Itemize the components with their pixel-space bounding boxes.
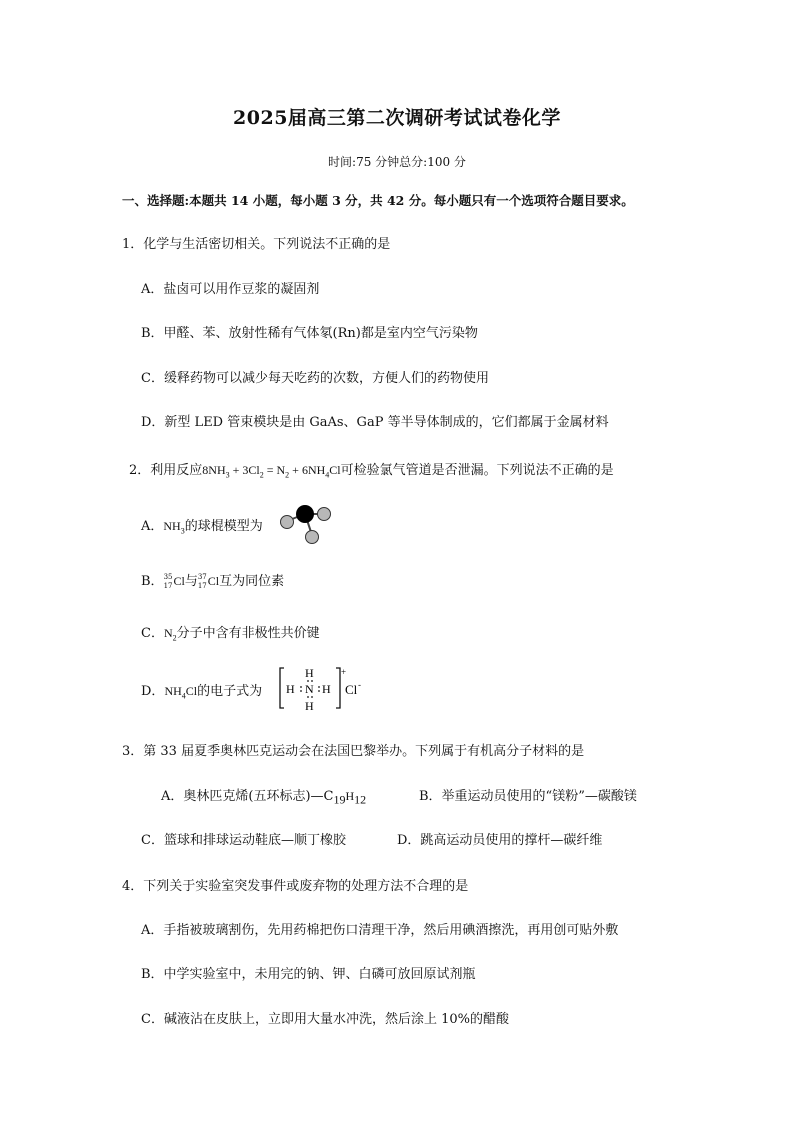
question-1-option-c: C．缓释药物可以减少每天吃药的次数，方便人们的药物使用: [141, 371, 489, 386]
isotope-35-notation: 35 17: [163, 572, 173, 590]
page-title: 2025届高三第二次调研考试试卷化学: [233, 107, 561, 129]
electron-formula-image: [277, 664, 357, 714]
question-3-option-a: A．奥林匹克烯(五环标志)$—C_{19}H_{12}$: [161, 789, 367, 807]
hydrogen-atom-ball: [306, 531, 319, 544]
question-1-option-d: D．新型 LED 管束模块是由 GaAs、GaP 等半导体制成的，它们都属于金属材料: [141, 415, 609, 430]
exam-info: 时间:75 分钟总分:100 分: [328, 155, 466, 169]
question-2-option-c: C．$N_2$分子中含有非极性共价键: [141, 626, 320, 643]
question-3-option-b: B．举重运动员使用的“镁粉”—碳酸镁: [419, 789, 637, 804]
question-1-option-b: B．甲醛、苯、放射性稀有气体氡(Rn)都是室内空气污染物: [141, 326, 478, 341]
question-2-option-d: D．$NH_4Cl$的电子式为: [141, 684, 263, 701]
question-3-stem: 3．第 33 届夏季奥林匹克运动会在法国巴黎举办。下列属于有机高分子材料的是: [122, 744, 585, 759]
question-2-stem: [129, 459, 614, 478]
question-4-option-b: B．中学实验室中，未用完的钠、钾、白磷可放回原试剂瓶: [141, 967, 476, 982]
question-2-option-b: B． 35 17 Cl与 37 17 Cl互为同位素: [141, 572, 285, 590]
question-2-stem-text: 可检验氯气管道是否泄漏。下列说法不正确的是: [340, 463, 614, 478]
lewis-charge-plus: +: [341, 667, 347, 677]
hydrogen-atom-ball: [281, 516, 294, 529]
lewis-charge-minus: -: [358, 681, 362, 691]
nitrogen-atom-ball: [296, 505, 314, 523]
section-heading: 一、选择题:本题共 14 小题，每小题 3 分，共 42 分。每小题只有一个选项符合题目要求。: [122, 193, 634, 208]
question-3-option-c: C．篮球和排球运动鞋底—顺丁橡胶: [141, 833, 346, 848]
hydrogen-atom-ball: [318, 508, 331, 521]
question-4-option-a: A．手指被玻璃割伤，先用药棉把伤口清理干净，然后用碘酒擦洗，再用创可贴外敷: [141, 923, 619, 938]
lewis-anion: Cl: [345, 682, 357, 697]
lewis-h-left: H: [286, 682, 295, 696]
question-3-option-d: D．跳高运动员使用的撑杆—碳纤维: [397, 833, 603, 848]
lewis-n: N: [305, 682, 314, 696]
lewis-h-bottom: H: [305, 699, 314, 713]
reaction-equation: $8NH_3 + 3Cl_2 = N_2 + 6NH_4Cl$: [202, 463, 341, 480]
question-4-option-c: C．碱液沾在皮肤上，立即用大量水冲洗，然后涂上 10%的醋酸: [141, 1012, 509, 1027]
question-2-option-a: A．$NH_3$的球棍模型为: [141, 519, 263, 536]
question-4-stem: 4．下列关于实验室突发事件或废弃物的处理方法不合理的是: [122, 879, 469, 894]
lewis-h-top: H: [305, 666, 314, 680]
isotope-37-notation: 37 17: [197, 572, 207, 590]
question-1-stem: 1．化学与生活密切相关。下列说法不正确的是: [122, 237, 391, 252]
question-1-option-a: A．盐卤可以用作豆浆的凝固剂: [141, 282, 320, 297]
ball-stick-model-image: [276, 502, 336, 546]
question-2-number: 2．利用反应: [129, 463, 203, 478]
lewis-h-right: H: [322, 682, 331, 696]
